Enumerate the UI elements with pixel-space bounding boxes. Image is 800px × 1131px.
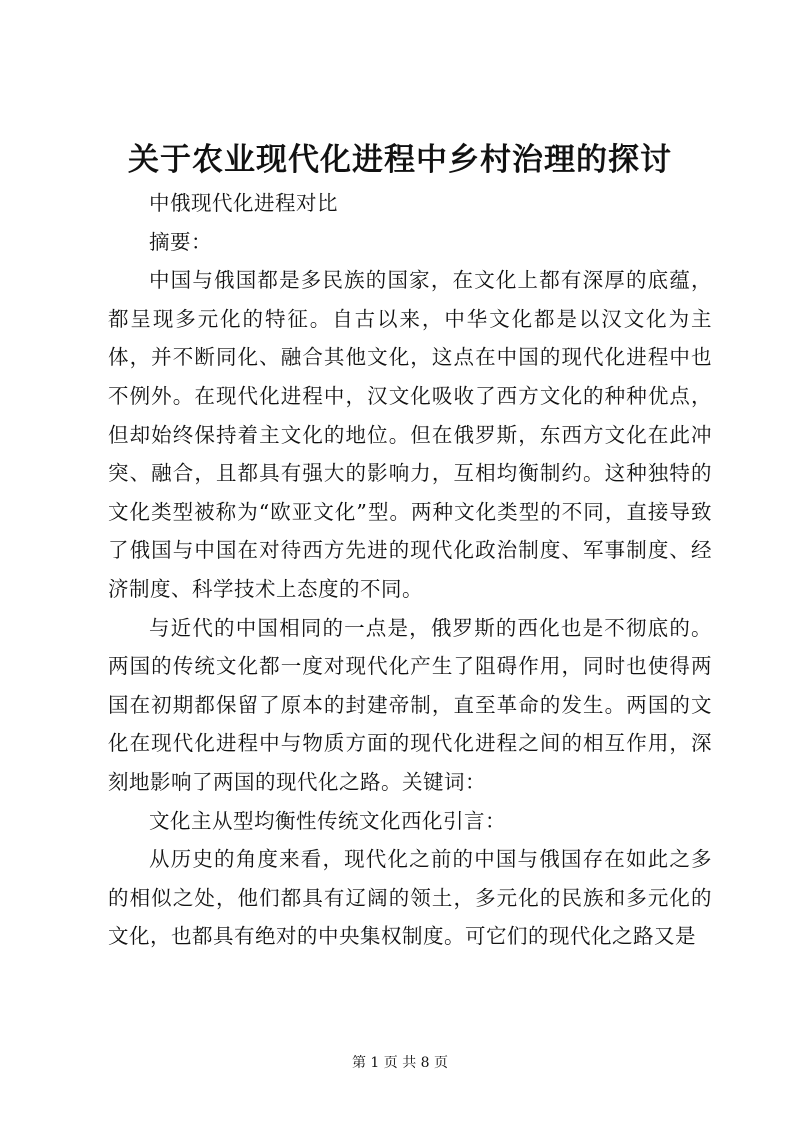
document-title: 关于农业现代化进程中乡村治理的探讨: [128, 142, 672, 178]
page-footer: 第 1 页 共 8 页: [351, 1055, 449, 1071]
body-paragraph: 与近代的中国相同的一点是，俄罗斯的西化也是不彻底的。两国的传统文化都一度对现代化产生了阻碍作用，同时也使得两国在初期都保留了原本的封建帝制，直至革命的发生。两国的文化在现代化进程中与物质方面的现代化进程之间的相互作用，深刻地影响了两国的现代化之路。关键词：: [108, 615, 712, 794]
body-paragraph: 中国与俄国都是多民族的国家，在文化上都有深厚的底蕴，都呈现多元化的特征。自古以来，中华文化都是以汉文化为主体，并不断同化、融合其他文化，这点在中国的现代化进程中也不例外。在现代化进程中，汉文化吸收了西方文化的种种优点，但却始终保持着主文化的地位。但在俄罗斯，东西方文化在此冲突、融合，且都具有强大的影响力，互相均衡制约。这种独特的文化类型被称为“欧亚文化”型。两种文化类型的不同，直接导致了俄国与中国在对待西方先进的现代化政治制度、军事制度、经济制度、科学技术上态度的不同。: [108, 268, 712, 601]
keywords-paragraph: 文化主从型均衡性传统文化西化引言：: [149, 808, 506, 833]
subtitle-paragraph: 中俄现代化进程对比: [149, 191, 338, 215]
document-body: [108, 184, 712, 956]
body-paragraph: 从历史的角度来看，现代化之前的中国与俄国存在如此之多的相似之处，他们都具有辽阔的领土，多元化的民族和多元化的文化，也都具有绝对的中央集权制度。可它们的现代化之路又是: [108, 847, 712, 949]
abstract-label: 摘要：: [149, 229, 212, 254]
